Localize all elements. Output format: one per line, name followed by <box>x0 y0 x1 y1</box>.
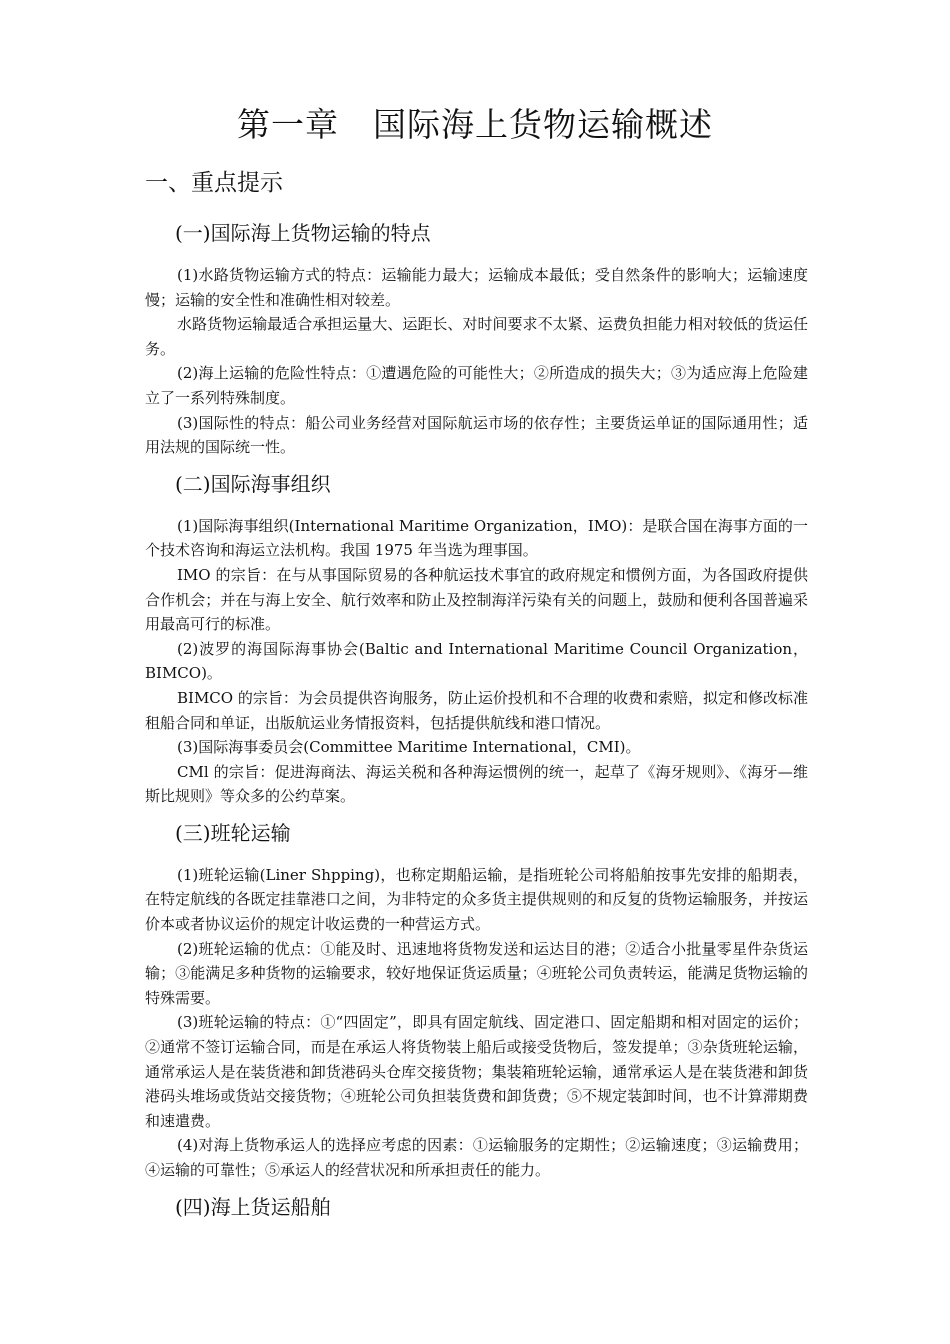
paragraph: (1)水路货物运输方式的特点：运输能力最大；运输成本最低；受自然条件的影响大；运输速度慢；运输的安全性和准确性相对较差。 <box>145 266 808 309</box>
paragraph: (1)班轮运输(Liner Shpping)，也称定期船运输，是指班轮公司将船舶按事先安排的船期表，在特定航线的各既定挂靠港口之间，为非特定的众多货主提供规则的和反复的货物运输服务，并按运价本或者协议运价的规定计收运费的一种营运方式。 <box>145 865 808 934</box>
paragraph: BIMCO 的宗旨：为会员提供咨询服务，防止运价投机和不合理的收费和索赔，拟定和修改标准租船合同和单证，出版航运业务情报资料，包括提供航线和港口情况。 <box>145 688 808 732</box>
paragraph: (2)波罗的海国际海事协会(Baltic and International Maritime Council Organization，BIMCO)。 <box>145 639 808 683</box>
chapter-title: 第一章 国际海上货物运输概述 <box>237 105 713 144</box>
paragraph: (4)对海上货物承运人的选择应考虑的因素：①运输服务的定期性；②运输速度；③运输费用；④运输的可靠性；⑤承运人的经营状况和所承担责任的能力。 <box>145 1136 808 1179</box>
paragraph: (3)国际海事委员会(Committee Maritime International，CMI)。 <box>177 738 641 757</box>
paragraph: 水路货物运输最适合承担运量大、运距长、对时间要求不太紧、运费负担能力相对较低的货运任务。 <box>145 315 808 358</box>
paragraph: (3)班轮运输的特点：①“四固定”，即具有固定航线、固定港口、固定船期和相对固定的运价；②通常不签订运输合同，而是在承运人将货物装上船后或接受货物后，签发提单；③杂货班轮运输，通常承运人是在装货港和卸货港码头仓库交接货物；集装箱班轮运输，通常承运人是在装货港和卸货港码头堆场或货站交接货物；④班轮公司负担装货费和卸货费；⑤不规定装卸时间，也不计算滞期费和速遣费。 <box>145 1013 808 1130</box>
subsection-heading: (二)国际海事组织 <box>175 471 331 496</box>
subsection-heading: (四)海上货运船舶 <box>175 1194 331 1219</box>
paragraph: (2)班轮运输的优点：①能及时、迅速地将货物发送和运达目的港；②适合小批量零星件杂货运输；③能满足多种货物的运输要求，较好地保证货运质量；④班轮公司负责转运，能满足货物运输的特殊需要。 <box>145 939 808 1007</box>
section-heading: 一、重点提示 <box>145 170 283 196</box>
paragraph: (3)国际性的特点：船公司业务经营对国际航运市场的依存性；主要货运单证的国际通用性；适用法规的国际统一性。 <box>145 413 808 457</box>
document-body <box>145 215 808 1225</box>
subsection-heading: (三)班轮运输 <box>175 820 291 845</box>
paragraph: (1)国际海事组织(International Maritime Organization，IMO)：是联合国在海事方面的一个技术咨询和海运立法机构。我国 1975 年当选为理事国。 <box>145 516 808 560</box>
paragraph: (2)海上运输的危险性特点：①遭遇危险的可能性大；②所造成的损失大；③为适应海上危险建立了一系列特殊制度。 <box>145 364 808 407</box>
paragraph: IMO 的宗旨：在与从事国际贸易的各种航运技术事宜的政府规定和惯例方面，为各国政府提供合作机会；并在与海上安全、航行效率和防止及控制海洋污染有关的问题上，鼓励和便利各国普遍采用最高可行的标准。 <box>145 565 808 634</box>
subsection-heading: (一)国际海上货物运输的特点 <box>175 221 431 245</box>
paragraph: CMl 的宗旨：促进海商法、海运关税和各种海运惯例的统一，起草了《海牙规则》、《海牙—维斯比规则》等众多的公约草案。 <box>145 762 808 806</box>
